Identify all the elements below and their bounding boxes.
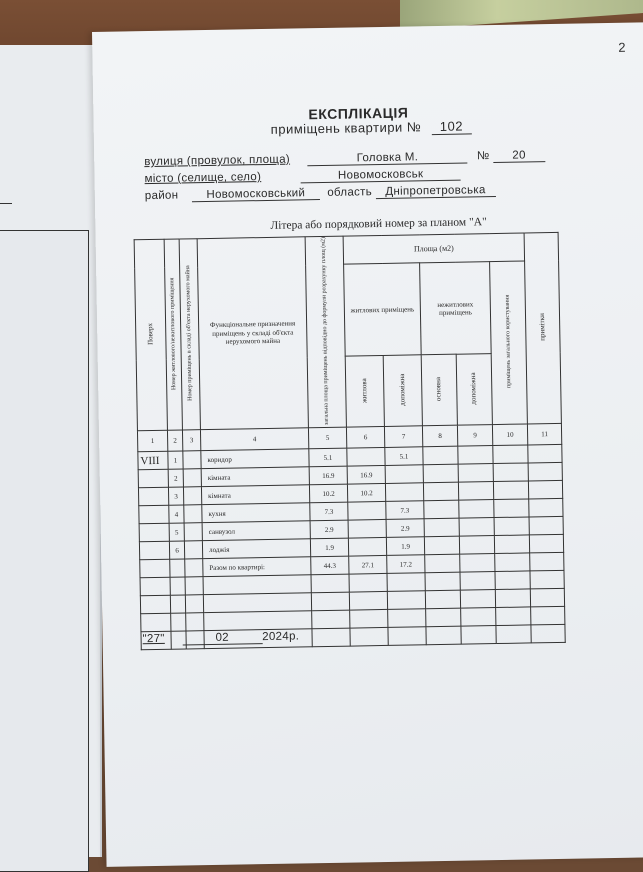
city-label: місто (селище, село)	[144, 171, 262, 186]
cell-nonliving-aux	[458, 446, 493, 465]
cell-living-area: 16.9	[347, 465, 385, 484]
cell-room-number: 3	[168, 487, 183, 505]
column-number: 1	[137, 430, 167, 452]
document-title: ЕКСПЛІКАЦІЯ	[308, 104, 409, 123]
cell-nonliving-aux	[461, 608, 496, 627]
cell-object-room	[183, 451, 201, 469]
header-area-group: Площа (м2)	[343, 233, 524, 264]
house-label: №	[476, 150, 490, 163]
cell-room-number: 2	[168, 469, 183, 487]
column-number: 11	[527, 423, 561, 445]
header-living-aux: допоміжна	[383, 355, 422, 427]
left-page-mark	[0, 203, 12, 204]
district-line	[145, 184, 496, 203]
cell-living-area	[348, 519, 386, 538]
cell-total-area: 7.3	[310, 502, 348, 521]
cell-total-area	[311, 592, 349, 611]
cell-total-area: 44.3	[311, 556, 349, 575]
cell-nonliving-aux	[458, 464, 493, 483]
cell-room-number: 6	[169, 541, 184, 559]
date-year: 2024р.	[262, 630, 300, 644]
cell-living-area: 27.1	[349, 555, 387, 574]
cell-total-area: 5.1	[309, 448, 347, 467]
column-number: 2	[167, 430, 182, 451]
cell-function	[204, 611, 312, 631]
column-number: 3	[182, 430, 200, 451]
cell-living-area	[349, 573, 387, 592]
cell-function: лоджія	[202, 539, 310, 559]
cell-common-use	[495, 589, 530, 608]
cell-room-number	[171, 613, 186, 631]
street-label: вулиця (провулок, площа)	[144, 153, 291, 169]
cell-floor	[138, 469, 168, 488]
cell-aux-area	[385, 465, 423, 484]
cell-nonliving-aux	[460, 572, 495, 591]
cell-nonliving-main	[423, 446, 458, 465]
cell-notes	[530, 588, 564, 607]
cell-notes	[531, 606, 565, 625]
cell-aux-area: 2.9	[386, 519, 424, 538]
cell-room-number	[170, 559, 185, 577]
cell-notes	[529, 498, 563, 517]
column-number: 6	[346, 426, 384, 448]
cell-function	[203, 593, 311, 613]
header-common-use: приміщень загального користування	[490, 261, 528, 425]
cell-function	[203, 575, 311, 595]
cell-total-area: 16.9	[309, 466, 347, 485]
cell-floor	[139, 541, 169, 560]
cell-living-area	[349, 591, 387, 610]
cell-common-use	[495, 553, 530, 572]
cell-common-use	[494, 535, 529, 554]
cell-nonliving-aux	[460, 590, 495, 609]
cell-object-room	[184, 541, 202, 559]
cell-room-number: 4	[169, 505, 184, 523]
cell-function: кухня	[202, 503, 310, 523]
header-nonliving: нежитлових приміщень	[420, 262, 492, 355]
column-number: 9	[457, 425, 492, 447]
column-number: 10	[492, 424, 527, 446]
left-page-frame	[0, 230, 89, 872]
cell-aux-area	[387, 591, 425, 610]
cell-room-number	[170, 577, 185, 595]
district-label: район	[144, 189, 179, 203]
cell-common-use	[494, 517, 529, 536]
document-page	[92, 22, 643, 867]
header-notes: примітки	[524, 232, 561, 424]
cell-aux-area	[387, 573, 425, 592]
cell-nonliving-main	[426, 626, 461, 645]
cell-nonliving-aux	[460, 554, 495, 573]
cell-room-number: 1	[168, 451, 183, 469]
cell-aux-area	[388, 627, 426, 646]
cell-total-area	[312, 610, 350, 629]
cell-object-room	[185, 595, 203, 613]
header-living-main: житлова	[345, 356, 384, 428]
cell-common-use	[495, 571, 530, 590]
region-label: область	[327, 186, 373, 199]
cell-aux-area: 17.2	[387, 555, 425, 574]
cell-object-room	[185, 577, 203, 595]
cell-nonliving-aux	[458, 482, 493, 501]
cell-object-room	[185, 559, 203, 577]
cell-function: кімната	[201, 485, 309, 505]
cell-nonliving-main	[424, 500, 459, 519]
cell-notes	[528, 480, 562, 499]
date-day: "27"	[142, 632, 165, 646]
table-body	[138, 444, 565, 649]
litera-line: Літера або порядковий номер за планом "А"	[270, 216, 487, 232]
cell-living-area	[348, 537, 386, 556]
cell-notes	[528, 462, 562, 481]
header-object-room-number: Номер приміщень в складі об'єкта нерухомого майна	[179, 239, 200, 430]
cell-aux-area: 5.1	[385, 447, 423, 466]
cell-aux-area: 7.3	[386, 501, 424, 520]
cell-floor: VIII	[138, 451, 168, 470]
header-living: житлових приміщень	[344, 263, 422, 356]
cell-floor	[140, 577, 170, 596]
house-value: 20	[493, 149, 545, 163]
document-subtitle	[271, 118, 472, 138]
cell-room-number: 5	[169, 523, 184, 541]
header-room-number: Номер житлового/нежитлового приміщення	[164, 239, 182, 430]
cell-aux-area: 1.9	[386, 537, 424, 556]
cell-living-area	[350, 609, 388, 628]
column-number: 7	[384, 426, 422, 448]
cell-notes	[528, 444, 562, 463]
cell-floor	[139, 505, 169, 524]
cell-aux-area	[388, 609, 426, 628]
cell-notes	[530, 570, 564, 589]
cell-living-area	[347, 447, 385, 466]
cell-floor	[140, 595, 170, 614]
cell-total-area: 10.2	[309, 484, 347, 503]
cell-nonliving-aux	[461, 626, 496, 645]
cell-common-use	[493, 481, 528, 500]
cell-nonliving-main	[424, 536, 459, 555]
cell-common-use	[493, 445, 528, 464]
cell-object-room	[183, 487, 201, 505]
cell-floor	[141, 613, 171, 632]
explication-table	[134, 232, 566, 650]
cell-nonliving-aux	[459, 518, 494, 537]
cell-common-use	[494, 499, 529, 518]
cell-object-room	[184, 523, 202, 541]
cell-nonliving-main	[426, 608, 461, 627]
cell-notes	[529, 534, 563, 553]
page-number: 2	[618, 39, 626, 55]
cell-aux-area	[385, 483, 423, 502]
subtitle-label: приміщень квартири №	[270, 119, 422, 137]
document-date	[143, 630, 300, 646]
cell-total-area: 2.9	[310, 520, 348, 539]
cell-total-area	[312, 628, 350, 647]
city-value: Новомосковськ	[301, 168, 461, 184]
cell-nonliving-main	[423, 482, 458, 501]
cell-nonliving-aux	[459, 536, 494, 555]
left-page	[0, 45, 102, 857]
cell-floor	[138, 487, 168, 506]
city-line	[144, 168, 460, 187]
cell-total-area: 1.9	[310, 538, 348, 557]
cell-total-area	[311, 574, 349, 593]
cell-object-room	[186, 613, 204, 631]
cell-living-area	[348, 501, 386, 520]
cell-notes	[531, 624, 565, 643]
header-function: Функціональне призначення приміщень у складі об'єкта нерухомого майна	[197, 237, 308, 430]
cell-function: санвузол	[202, 521, 310, 541]
header-nonliving-main: основна	[421, 354, 457, 426]
header-nonliving-aux: допоміжна	[456, 354, 492, 426]
cell-nonliving-aux	[459, 500, 494, 519]
street-line	[144, 149, 545, 169]
cell-common-use	[496, 625, 531, 644]
cell-function: Разом по квартирі:	[203, 557, 311, 577]
cell-function: кімната	[201, 467, 309, 487]
district-value: Новомосковський	[192, 187, 320, 202]
cell-nonliving-main	[425, 572, 460, 591]
cell-room-number	[170, 595, 185, 613]
apartment-number: 102	[431, 118, 471, 135]
cell-living-area: 10.2	[347, 483, 385, 502]
cell-notes	[530, 552, 564, 571]
column-number: 8	[422, 425, 457, 447]
column-number: 4	[200, 428, 308, 451]
region-value: Дніпропетровська	[375, 184, 495, 199]
street-value: Головка М.	[307, 150, 467, 166]
header-total-area: загальна площа приміщень відповідно до формули розрахунку площ (м2)	[305, 236, 346, 428]
cell-function: коридор	[201, 449, 309, 469]
cell-common-use	[496, 607, 531, 626]
cell-nonliving-main	[425, 590, 460, 609]
cell-nonliving-main	[425, 554, 460, 573]
column-number: 5	[308, 427, 346, 449]
cell-common-use	[493, 463, 528, 482]
cell-floor	[140, 559, 170, 578]
date-month: 02	[182, 631, 262, 645]
cell-floor	[139, 523, 169, 542]
cell-living-area	[350, 627, 388, 646]
header-floor: Поверх	[134, 239, 167, 430]
cell-object-room	[184, 505, 202, 523]
cell-nonliving-main	[423, 464, 458, 483]
cell-object-room	[183, 469, 201, 487]
cell-nonliving-main	[424, 518, 459, 537]
cell-notes	[529, 516, 563, 535]
